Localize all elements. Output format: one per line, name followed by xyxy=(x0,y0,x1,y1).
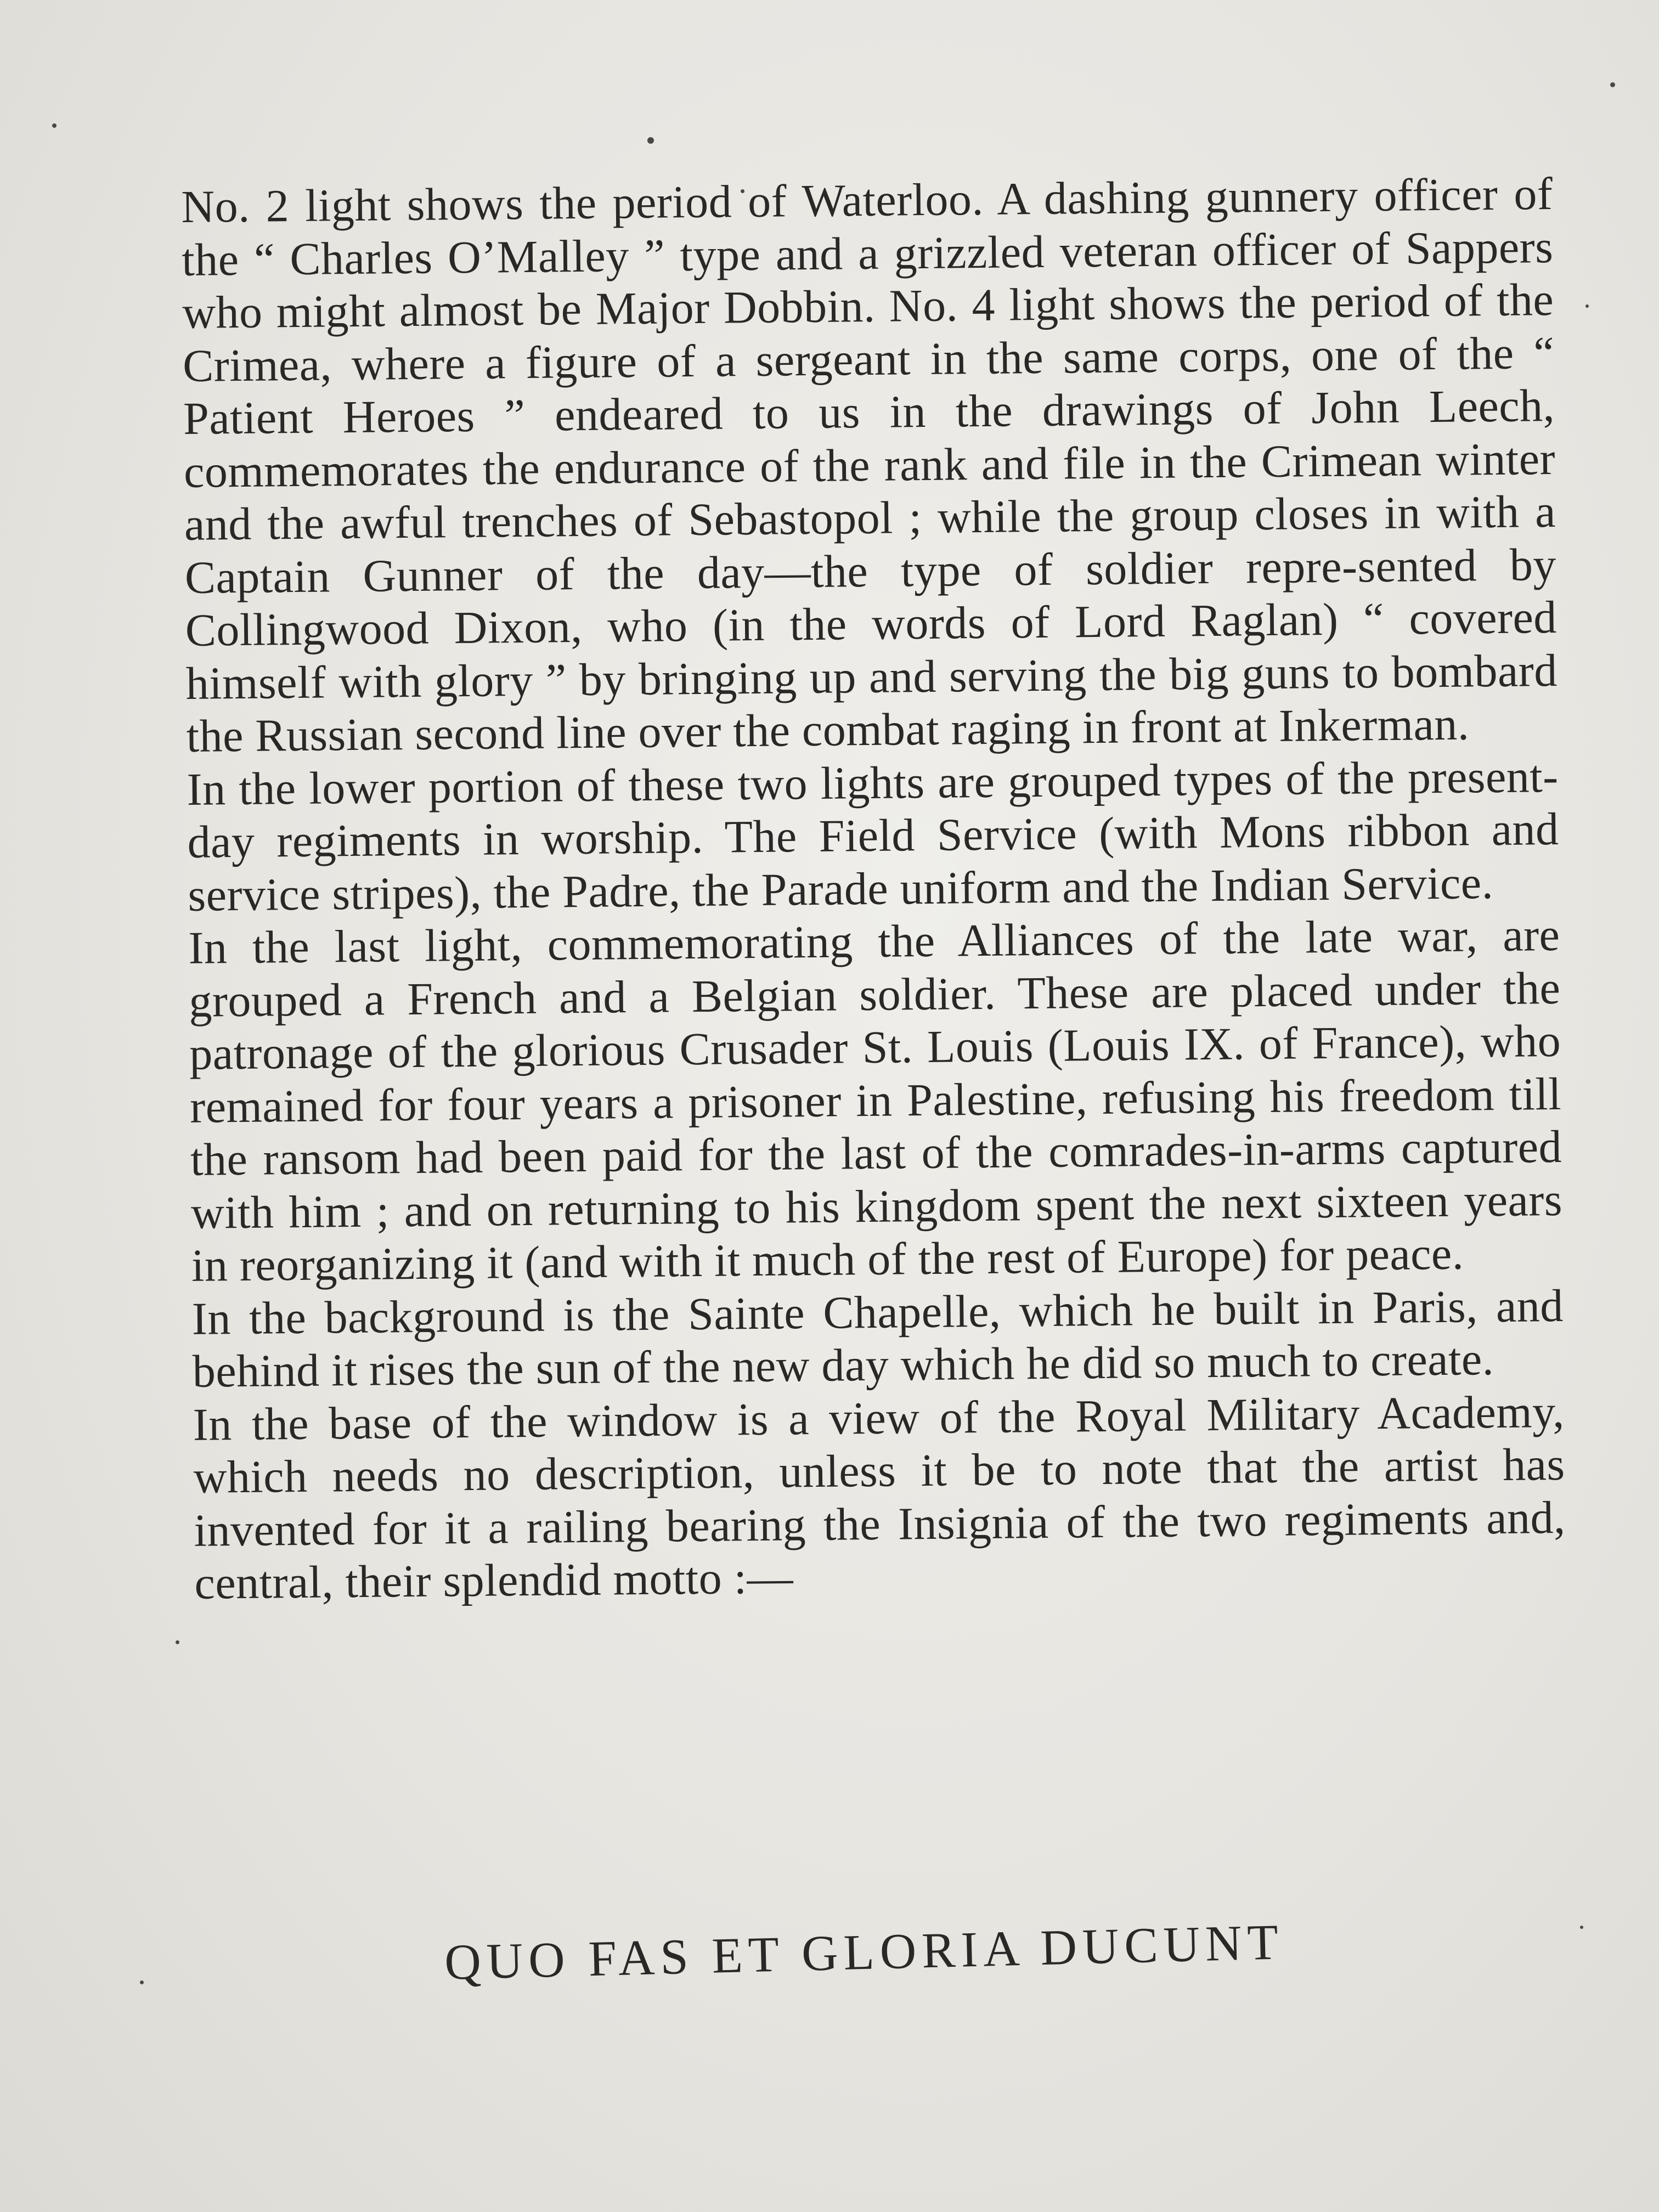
paper-speck xyxy=(1585,304,1589,308)
paper-speck xyxy=(52,123,57,128)
paper-speck xyxy=(1610,82,1615,87)
paragraph-alliances-st-louis: In the last light, commemorating the Alliances of the late war, are grouped a French and a Belgian soldier. These are placed under the patronage of the glorious Crusader St. Louis (Louis IX. of France), who remained for four years a prisoner in Palestine, refusing his freedom till the ransom had been paid for the last of the comrades-in-arms captured with him ; and on returning to his kingdom spent the next sixteen years in reorganizing it (and with it much of the rest of Europe) for peace. xyxy=(188,909,1563,1291)
paper-speck xyxy=(647,137,654,144)
paper-speck xyxy=(1580,1926,1583,1929)
motto-heading: QUO FAS ET GLORIA DUCUNT xyxy=(444,1914,1284,1990)
paper-speck xyxy=(176,1640,179,1644)
paragraph-present-day-regiments: In the lower portion of these two lights are grouped types of the present-day regiments in worship. The Field Service (with Mons ribbon and service stripes), the Padre, the Parade uniform and the Indian Service. xyxy=(187,751,1559,921)
paragraph-waterloo-crimea: No. 2 light shows the period of Waterloo. A dashing gunnery officer of the “ Charles O’Malley ” type and a grizzled veteran officer of Sappers who might almost be Major Dobbin. No. 4 light shows the period of the Crimea, where a figure of a sergeant in the same corps, one of the “ Patient Heroes ” endeared to us in the drawings of John Leech, commemorates the endurance of the rank and file in the Crimean winter and the awful trenches of Sebastopol ; while the group closes in with a Captain Gunner of the day—the type of soldier repre-sented by Collingwood Dixon, who (in the words of Lord Raglan) “ covered himself with glory ” by bringing up and serving the big guns to bombard the Russian second line over the combat raging in front at Inkerman. xyxy=(181,168,1558,762)
paragraph-sainte-chapelle: In the background is the Sainte Chapelle, which he built in Paris, and behind it rises the sun of the new day which he did so much to create. xyxy=(191,1280,1564,1397)
body-text xyxy=(181,168,1566,1610)
paragraph-royal-military-academy: In the base of the window is a view of the Royal Military Academy, which needs no description, unless it be to note that the artist has invented for it a railing bearing the Insignia of the two regiments and, central, their splendid motto :— xyxy=(193,1386,1566,1609)
paper-speck xyxy=(140,1980,144,1984)
